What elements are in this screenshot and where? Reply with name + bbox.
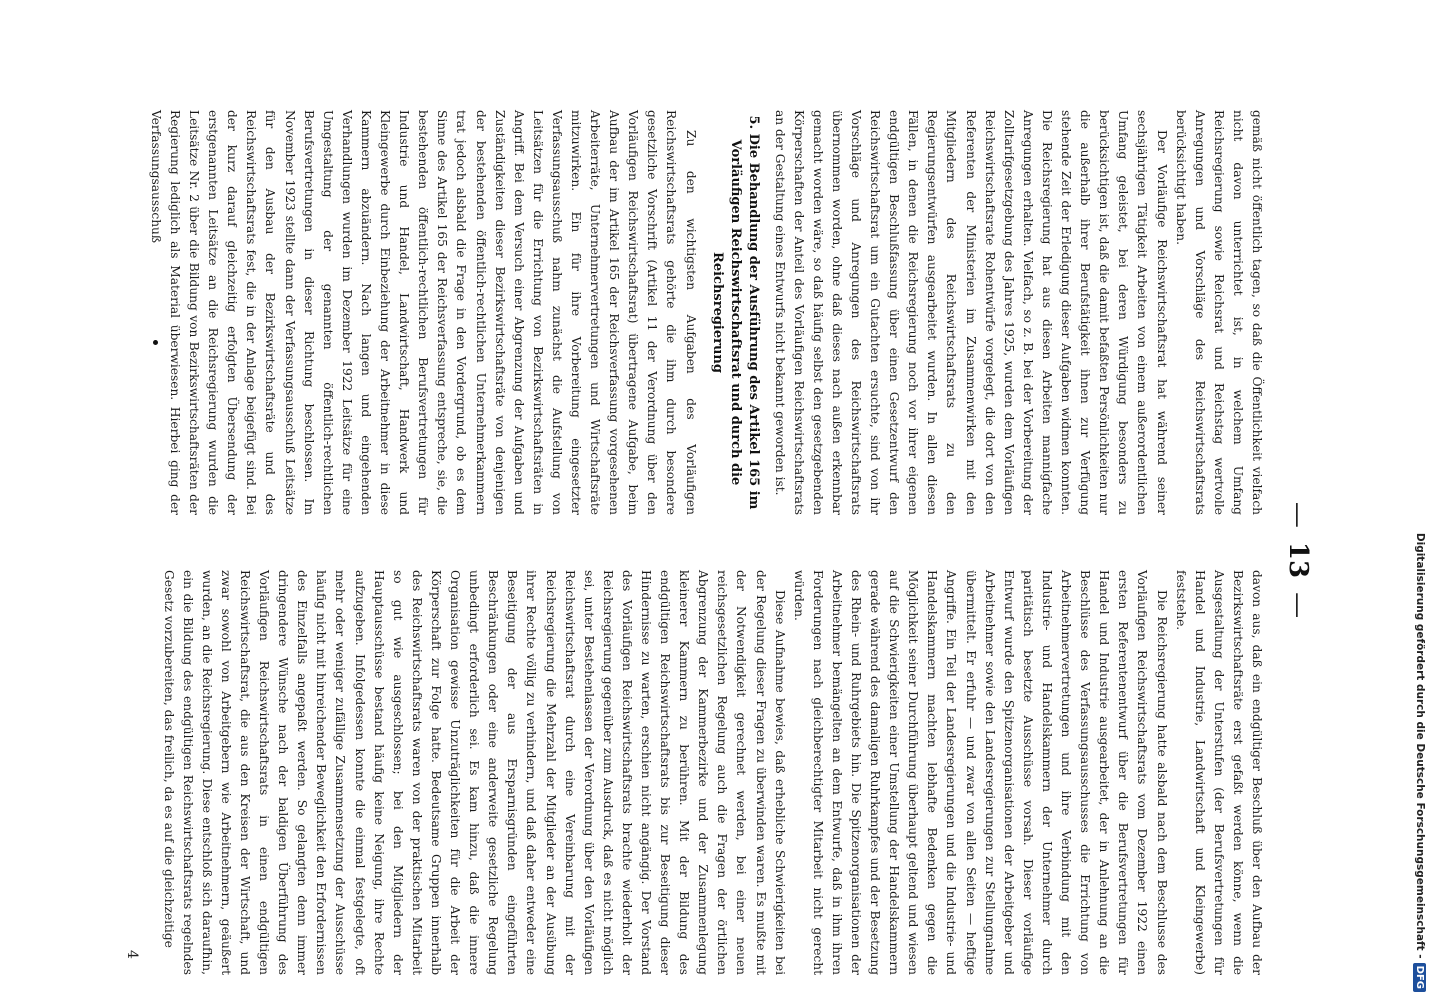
right-column [159,570,1266,975]
paragraph: Diese Aufnahme bewies, daß erhebliche Schwierigkeiten bei der Regelung dieser Fragen zu überwinden waren. Es mußte mit der Notwendigkeit gerechnet werden, bei einer neuen reichsgesetzlichen Regelung auch die Fragen der örtlichen Abgrenzung der Kammerbezirke und der Zusammenlegung kleinerer Kammern zu berühren. Mit der Bildung des endgültigen Reichswirtschaftsrats bis zur Beseitigung dieser Hindernisse zu warten, erschien nicht angängig. Der Vorstand des Vorläufigen Reichswirtschaftsrats brachte wiederholt der Reichsregierung gegenüber zum Ausdruck, daß es nicht möglich sei, unter Bestehenlassen der Verordnung über den Vorläufigen Reichswirtschaftsrat durch eine Vereinbarung mit der Reichsregierung die Mehrzahl der Mitglieder an der Ausübung ihrer Rechte völlig zu verhindern, und daß daher entweder eine Beseitigung der aus Ersparnisgründen eingeführten Beschränkungen oder eine anderweite gesetzliche Regelung unbedingt erforderlich sei. Es kam hinzu, daß die innere Organisation gewisse Unzuträglichkeiten für die Arbeit der Körperschaft zur Folge hatte. Bedeutsame Gruppen innerhalb des Reichswirtschaftsrats waren von der praktischen Mitarbeit so gut wie ausgeschlossen; bei den Mitgliedern der Hauptausschüsse bestand häufig keine Neigung, ihre Rechte aufzugeben. Infolgedessen konnte die einmal festgelegte, oft mehr oder weniger zufällige Zusammensetzung der Ausschüsse häufig nicht mit hinreichender Beweglichkeit den Erfordernissen des Einzelfalls angepaßt werden. So gelangten denn immer dringendere Wünsche nach der baldigen Überführung des Vorläufigen Reichswirtschaftsrats in einen endgültigen Reichswirtschaftsrat, die aus den Kreisen der Wirtschaft, und zwar sowohl von Arbeitgebern wie Arbeitnehmern, geäußert wurden, an die Reichsregierung. Diese entschloß sich daraufhin, ein die Bildung des endgültigen Reichswirtschaftsrats regelndes Gesetz vorzubereiten, das freilich, da es auf die gleichzeitige [161,570,787,975]
signature-mark: 4 [124,950,140,959]
header-dash-left: — [1283,501,1313,528]
paragraph: gemäß nicht öffentlich tagen, so daß die Öffentlichkeit vielfach nicht davon unterrichtet ist, in welchem Umfang Reichsregierung sowie Reichsrat und Reichstag wertvolle Anregungen und Vorschläge des Reichswirtschaftsrats berücksichtigt haben. [1173,110,1264,515]
paragraph: Der Vorläufige Reichswirtschaftsrat hat während seiner sechsjährigen Tätigkeit Arbeiten von einem außerordentlichen Umfang geleistet, bei deren Würdigung besonders zu berücksichtigen ist, daß die damit befaßten Persönlichkeiten nur die außerhalb ihrer Berufstätigkeit ihnen zur Verfügung stehende Zeit der Erledigung dieser Aufgaben widmen konnten. Die Reichsregierung hat aus diesen Arbeiten mannigfache Anregungen erhalten. Vielfach, so z. B. bei der Vorbereitung der Zolltarifgesetzgebung des Jahres 1925, wurden dem Vorläufigen Reichswirtschaftsrate Rohentwürfe vorgelegt, die dort von den Referenten der Ministerien im Zusammenwirken mit den Mitgliedern des Reichswirtschaftsrats zu den Regierungsentwürfen ausgearbeitet wurden. In allen diesen Fällen, in denen die Reichsregierung noch vor ihrer eigenen endgültigen Beschlußfassung über einen Gesetzentwurf den Reichswirtschaftsrat um ein Gutachten ersuchte, sind von ihr Vorschläge und Anregungen des Reichswirtschaftsrats übernommen worden, ohne daß dieses nach außen erkennbar gemacht worden wäre, so daß häufig selbst den gesetzgebenden Körperschaften der Anteil des Vorläufigen Reichswirtschaftsrats an der Gestaltung eines Entwurfs nicht bekannt geworden ist. [772,110,1169,515]
left-column [146,110,1266,515]
paragraph: Die Reichsregierung hatte alsbald nach dem Beschlusse des Vorläufigen Reichswirtschaftsrats vom Dezember 1922 einen ersten Referentenentwurf über die Berufsvertretungen für Handel und Industrie ausgearbeitet, der in Anlehnung an die Beschlüsse des Verfassungsausschusses die Errichtung von Arbeitnehmervertretungen und ihre Verbindung mit den Industrie- und Handelskammern der Unternehmer durch paritätisch besetzte Ausschüsse vorsah. Dieser vorläufige Entwurf wurde den Spitzenorganisationen der Arbeitgeber und Arbeitnehmer sowie den Landesregierungen zur Stellungnahme übermittelt. Er erfuhr — und zwar von allen Seiten — heftige Angriffe. Ein Teil der Landesregierungen und die Industrie- und Handelskammern machten lebhafte Bedenken gegen die Möglichkeit seiner Durchführung überhaupt geltend und wiesen auf die Schwierigkeiten einer Umstellung der Handelskammern gerade während des damaligen Ruhrkampfes und der Besetzung des Rhein- und Ruhrgebiets hin. Die Spitzenorganisationen der Arbeitnehmer bemängelten an dem Entwurfe, daß in ihm ihren Forderungen nach gleichberechtigter Mitarbeit nicht gerecht würden. [791,570,1169,975]
digitization-credit [1408,8,1432,992]
page-header [1268,430,1328,690]
dfg-logo: DFG [1414,963,1427,992]
paragraph: davon aus, daß ein endgültiger Beschluß über den Aufbau der Bezirkswirtschaftsräte erst gefaßt werden könne, wenn die Ausgestaltung der Unterstufen (der Berufsvertretungen für Handel und Industrie, Landwirtschaft und Kleingewerbe) feststehe. [1173,570,1264,975]
document-page [88,0,1328,1000]
ink-speck [153,340,158,345]
credit-text: Digitalisierung gefördert durch die Deutsche Forschungsgemeinschaft - [1414,532,1426,959]
paragraph: Zu den wichtigsten Aufgaben des Vorläufigen Reichswirtschaftsrats gehörte die ihm durch besondere gesetzliche Vorschrift (Artikel 11 der Verordnung über den Vorläufigen Reichswirtschaftsrat) übertragene Aufgabe, beim Aufbau der im Artikel 165 der Reichsverfassung vorgesehenen Arbeiterräte, Unternehmervertretungen und Wirtschaftsräte mitzuwirken. Ein für ihre Vorbereitung eingesetzter Verfassungsausschuß nahm zunächst die Aufstellung von Leitsätzen für die Errichtung von Bezirkswirtschaftsräten in Angriff. Bei dem Versuch einer Abgrenzung der Aufgaben und Zuständigkeiten dieser Bezirkswirtschaftsräte von denjenigen der bestehenden öffentlich-rechtlichen Unternehmerkammern trat jedoch alsbald die Frage in den Vordergrund, ob es dem Sinne des Artikel 165 der Reichsverfassung entspreche, sie, die bestehenden öffentlich-rechtlichen Berufsvertretungen für Industrie und Handel, Landwirtschaft, Handwerk und Kleingewerbe durch Einbeziehung der Arbeitnehmer in diese Kammern abzuändern. Nach langen und eingehenden Verhandlungen wurden im Dezember 1922 Leitsätze für eine Umgestaltung der genannten öffentlich-rechtlichen Berufsvertretungen in dieser Richtung beschlossen. Im November 1923 stellte dann der Verfassungsausschuß Leitsätze für den Ausbau der Bezirkswirtschaftsräte und des Reichswirtschaftsrats fest, die in der Anlage beigefügt sind. Bei der kurz darauf gleichzeitig erfolgten Übersendung der erstgenannten Leitsätze an die Reichsregierung wurden die Leitsätze Nr. 2 über die Bildung von Bezirkswirtschaftsräten der Regierung lediglich als Material überwiesen. Hierbei ging der Verfassungsausschuß [148,110,698,515]
page-number: 13 [1283,541,1313,579]
header-dash-right: — [1283,592,1313,619]
section-heading: 5. Die Behandlung der Ausführung des Artikel 165 im Vorläufigen Reichswirtschaftsrat und durch die Reichsregierung [709,115,761,510]
